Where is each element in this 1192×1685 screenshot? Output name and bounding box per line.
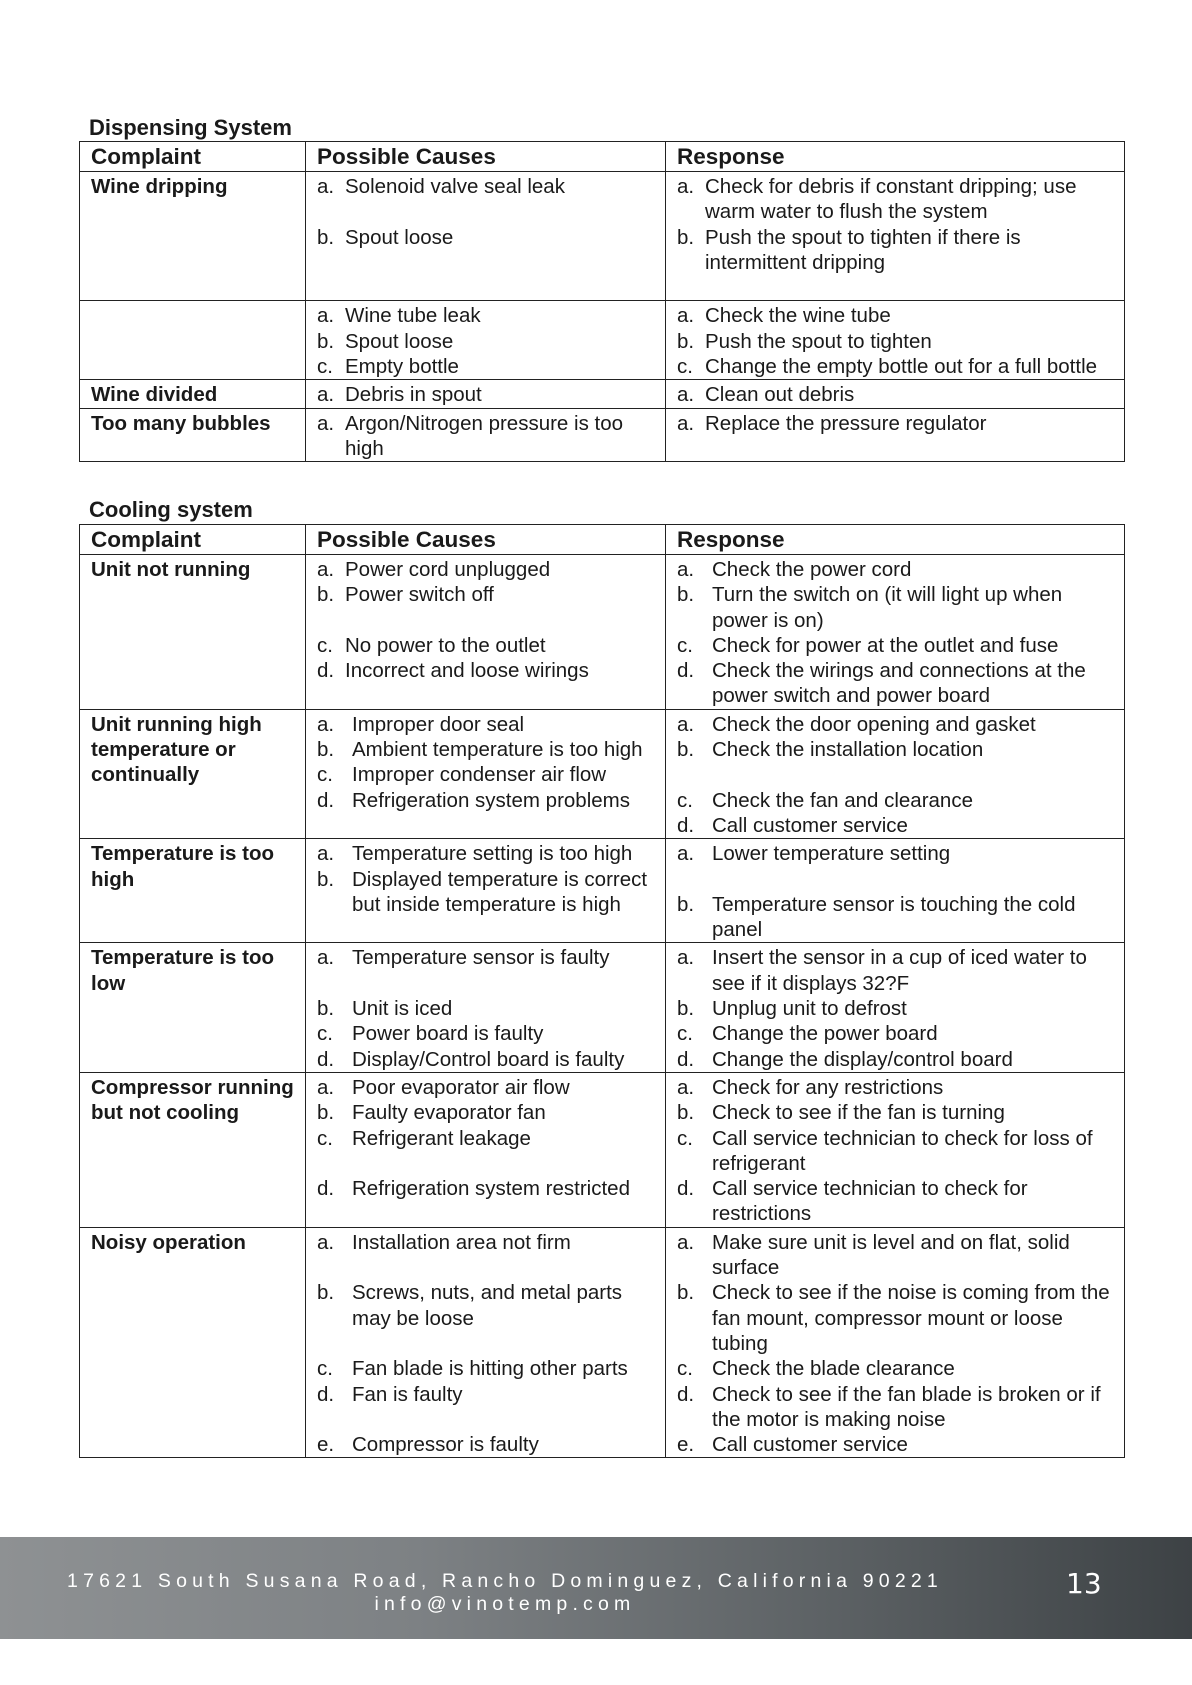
item-marker: c. <box>317 1357 333 1381</box>
item-text: Temperature sensor is touching the cold panel <box>712 892 1076 942</box>
item-text: Wine tube leak <box>345 304 481 328</box>
blank-line <box>317 1407 655 1432</box>
item-text: Push the spout to tighten if there is intermittent dripping <box>705 225 1021 274</box>
item-marker: a. <box>317 175 335 198</box>
item-marker: a. <box>317 304 335 328</box>
item-marker: a. <box>677 1075 695 1099</box>
item-marker: b. <box>677 225 695 249</box>
response-item <box>677 1126 1114 1177</box>
response-item <box>677 1382 1114 1433</box>
response-item <box>677 1432 1114 1457</box>
item-text: Call service technician to check for restrictions <box>712 1177 1028 1226</box>
cooling-section-title: Cooling system <box>89 497 253 522</box>
item-text: Display/Control board is faulty <box>352 1047 625 1071</box>
response-item <box>677 658 1114 709</box>
table-row <box>80 709 1125 838</box>
cause-item <box>317 1356 655 1381</box>
item-marker: b. <box>677 583 695 607</box>
page-number: 13 <box>1066 1567 1102 1600</box>
cause-item <box>317 1021 655 1046</box>
response-item <box>677 633 1114 658</box>
item-text: Power board is faulty <box>352 1022 544 1046</box>
item-marker: d. <box>677 1382 695 1406</box>
response-cell <box>666 943 1125 1072</box>
item-text: No power to the outlet <box>345 633 546 657</box>
item-text: Improper door seal <box>352 712 525 736</box>
response-item <box>677 1176 1114 1227</box>
possible-causes-cell <box>306 1072 666 1227</box>
cause-item <box>317 712 655 737</box>
response-item <box>677 892 1114 943</box>
response-item <box>677 1100 1114 1125</box>
item-marker: c. <box>317 1126 333 1150</box>
item-marker: c. <box>677 633 693 657</box>
item-text: Refrigerant leakage <box>352 1126 531 1150</box>
item-marker: b. <box>317 867 335 891</box>
item-text: Push the spout to tighten <box>705 329 932 353</box>
item-text: Solenoid valve seal leak <box>345 175 565 198</box>
response-item <box>677 557 1114 582</box>
response-item <box>677 712 1114 737</box>
item-text: Check to see if the noise is coming from the fan mount, compressor mount or loose tubing <box>712 1281 1110 1355</box>
table-row <box>80 555 1125 710</box>
item-marker: a. <box>317 842 335 866</box>
item-marker: c. <box>677 1022 693 1046</box>
response-item <box>677 411 1114 436</box>
item-marker: a. <box>677 946 695 970</box>
item-text: Unit is iced <box>352 997 453 1021</box>
item-marker: a. <box>317 558 335 581</box>
item-text: Check to see if the fan is turning <box>712 1101 1005 1125</box>
blank-line <box>677 275 1114 300</box>
item-text: Empty bottle <box>345 355 459 379</box>
item-marker: a. <box>677 304 695 328</box>
item-marker: b. <box>317 583 335 607</box>
item-marker: b. <box>677 1281 695 1305</box>
response-item <box>677 354 1114 379</box>
item-marker: c. <box>317 355 333 379</box>
item-marker: b. <box>317 329 335 353</box>
item-text: Fan is faulty <box>352 1382 463 1406</box>
table-row <box>80 408 1125 462</box>
item-marker: d. <box>677 813 695 837</box>
dispensing-section-title: Dispensing System <box>89 115 292 140</box>
table-row <box>80 301 1125 380</box>
item-marker: b. <box>677 738 695 762</box>
item-marker: a. <box>677 175 695 198</box>
item-marker: c. <box>677 1357 693 1381</box>
item-text: Check to see if the fan blade is broken or if the motor is making noise <box>712 1382 1101 1431</box>
complaint-cell: Temperature is too low <box>80 943 306 1072</box>
blank-line <box>317 199 655 224</box>
complaint-cell: Wine divided <box>80 380 306 408</box>
table-row <box>80 172 1125 301</box>
item-text: Displayed temperature is correct but inside temperature is high <box>352 867 648 916</box>
possible-causes-cell <box>306 709 666 838</box>
item-marker: e. <box>677 1433 695 1457</box>
item-text: Installation area not firm <box>352 1230 571 1254</box>
response-item <box>677 1047 1114 1072</box>
response-cell <box>666 172 1125 301</box>
item-text: Turn the switch on (it will light up when power is on) <box>712 583 1063 632</box>
response-cell <box>666 709 1125 838</box>
item-text: Spout loose <box>345 329 454 353</box>
item-text: Insert the sensor in a cup of iced water to see if it displays 32?F <box>712 946 1087 995</box>
blank-line <box>677 762 1114 787</box>
item-marker: c. <box>677 1126 693 1150</box>
item-text: Check for power at the outlet and fuse <box>712 633 1059 657</box>
item-marker: a. <box>317 411 335 435</box>
item-text: Replace the pressure regulator <box>705 411 987 435</box>
item-marker: b. <box>317 1101 335 1125</box>
response-item <box>677 582 1114 633</box>
item-text: Fan blade is hitting other parts <box>352 1357 628 1381</box>
response-item <box>677 1075 1114 1100</box>
item-text: Clean out debris <box>705 383 855 407</box>
complaint-cell <box>80 301 306 380</box>
item-marker: a. <box>677 1230 695 1254</box>
cause-item <box>317 1100 655 1125</box>
response-item <box>677 329 1114 354</box>
possible-causes-cell <box>306 555 666 710</box>
response-item <box>677 382 1114 407</box>
item-text: Call customer service <box>712 1433 908 1457</box>
table-row <box>80 943 1125 1072</box>
table-header-row <box>80 525 1125 555</box>
possible-causes-cell <box>306 839 666 943</box>
cause-item <box>317 945 655 970</box>
table-header-row <box>80 142 1125 172</box>
item-marker: a. <box>677 411 695 435</box>
cause-item <box>317 557 655 582</box>
item-marker: a. <box>677 383 695 407</box>
cause-item <box>317 1432 655 1457</box>
item-marker: b. <box>317 738 335 762</box>
dispensing-troubleshooting-table <box>79 141 1125 462</box>
blank-line <box>317 1331 655 1356</box>
cause-item <box>317 633 655 658</box>
cause-item <box>317 867 655 918</box>
blank-line <box>317 1255 655 1280</box>
response-cell <box>666 839 1125 943</box>
response-cell <box>666 1227 1125 1458</box>
item-marker: b. <box>677 997 695 1021</box>
response-item <box>677 1356 1114 1381</box>
possible-causes-cell <box>306 943 666 1072</box>
possible-causes-cell <box>306 301 666 380</box>
cause-item <box>317 1230 655 1255</box>
response-cell <box>666 1072 1125 1227</box>
complaint-cell: Unit not running <box>80 555 306 710</box>
footer-address: 17621 South Susana Road, Rancho Dominguez, California 90221 <box>67 1570 943 1592</box>
item-text: Poor evaporator air flow <box>352 1075 570 1099</box>
item-marker: d. <box>317 788 335 812</box>
item-marker: a. <box>317 383 335 407</box>
item-marker: b. <box>317 225 335 249</box>
item-marker: d. <box>317 1177 335 1201</box>
cause-item <box>317 658 655 683</box>
item-text: Screws, nuts, and metal parts may be loose <box>352 1281 623 1330</box>
cooling-table-body <box>80 555 1125 1458</box>
item-marker: d. <box>317 1047 335 1071</box>
table-row <box>80 839 1125 943</box>
item-marker: d. <box>677 1047 695 1071</box>
dispensing-table-body <box>80 172 1125 462</box>
blank-line <box>317 1151 655 1176</box>
cause-item <box>317 1126 655 1151</box>
item-text: Compressor is faulty <box>352 1433 539 1457</box>
item-text: Check the blade clearance <box>712 1357 955 1381</box>
item-text: Check the fan and clearance <box>712 788 973 812</box>
cause-item <box>317 411 655 462</box>
cause-item <box>317 1280 655 1331</box>
response-cell <box>666 380 1125 408</box>
item-text: Make sure unit is level and on flat, solid surface <box>712 1230 1070 1280</box>
response-item <box>677 1280 1114 1356</box>
item-marker: e. <box>317 1433 335 1457</box>
response-item <box>677 788 1114 813</box>
table-row <box>80 380 1125 408</box>
item-text: Check the wirings and connections at the power switch and power board <box>712 659 1086 708</box>
item-text: Improper condenser air flow <box>352 763 607 787</box>
response-item <box>677 996 1114 1021</box>
item-text: Faulty evaporator fan <box>352 1101 546 1125</box>
item-text: Temperature sensor is faulty <box>352 946 610 970</box>
footer-email: info@vinotemp.com <box>374 1593 636 1615</box>
item-marker: d. <box>677 1177 695 1201</box>
item-marker: b. <box>317 1281 335 1305</box>
item-text: Lower temperature setting <box>712 842 951 866</box>
header-possible-causes: Possible Causes <box>306 142 666 172</box>
blank-line <box>317 971 655 996</box>
item-text: Check for any restrictions <box>712 1075 944 1099</box>
item-text: Incorrect and loose wirings <box>345 659 589 683</box>
possible-causes-cell <box>306 408 666 462</box>
cause-item <box>317 225 655 250</box>
blank-line <box>317 608 655 633</box>
response-item <box>677 174 1114 225</box>
cause-item <box>317 841 655 866</box>
item-text: Spout loose <box>345 225 454 249</box>
response-item <box>677 841 1114 866</box>
cause-item <box>317 329 655 354</box>
response-item <box>677 945 1114 996</box>
item-text: Refrigeration system restricted <box>352 1177 630 1201</box>
table-row <box>80 1227 1125 1458</box>
item-marker: b. <box>317 997 335 1021</box>
item-marker: d. <box>317 659 335 683</box>
item-marker: c. <box>677 788 693 812</box>
response-item <box>677 225 1114 276</box>
cause-item <box>317 582 655 607</box>
item-text: Change the empty bottle out for a full bottle <box>705 355 1098 379</box>
item-text: Ambient temperature is too high <box>352 738 643 762</box>
cause-item <box>317 1047 655 1072</box>
item-marker: c. <box>317 763 333 787</box>
blank-line <box>677 867 1114 892</box>
item-marker: c. <box>677 355 693 379</box>
response-item <box>677 813 1114 838</box>
possible-causes-cell <box>306 172 666 301</box>
response-item <box>677 1021 1114 1046</box>
item-text: Debris in spout <box>345 383 482 407</box>
complaint-cell: Temperature is too high <box>80 839 306 943</box>
item-text: Check for debris if constant dripping; use warm water to flush the system <box>705 175 1077 224</box>
possible-causes-cell <box>306 1227 666 1458</box>
cause-item <box>317 174 655 199</box>
cause-item <box>317 1382 655 1407</box>
header-complaint: Complaint <box>80 142 306 172</box>
item-marker: a. <box>677 842 695 866</box>
item-text: Check the power cord <box>712 558 912 581</box>
item-marker: b. <box>677 329 695 353</box>
item-text: Unplug unit to defrost <box>712 997 907 1021</box>
item-text: Change the display/control board <box>712 1047 1013 1071</box>
response-cell <box>666 555 1125 710</box>
item-marker: d. <box>677 659 695 683</box>
item-text: Argon/Nitrogen pressure is too high <box>345 411 624 460</box>
cause-item <box>317 996 655 1021</box>
response-cell <box>666 301 1125 380</box>
cause-item <box>317 1075 655 1100</box>
complaint-cell: Noisy operation <box>80 1227 306 1458</box>
header-response: Response <box>666 142 1125 172</box>
complaint-cell: Too many bubbles <box>80 408 306 462</box>
cause-item <box>317 303 655 328</box>
item-text: Temperature setting is too high <box>352 842 633 866</box>
cause-item <box>317 382 655 407</box>
item-text: Call customer service <box>712 813 908 837</box>
item-marker: a. <box>677 712 695 736</box>
cause-item <box>317 1176 655 1201</box>
header-possible-causes: Possible Causes <box>306 525 666 555</box>
item-marker: a. <box>317 1075 335 1099</box>
item-text: Power switch off <box>345 583 494 607</box>
item-marker: c. <box>317 633 333 657</box>
header-complaint: Complaint <box>80 525 306 555</box>
item-text: Check the installation location <box>712 738 984 762</box>
page-footer <box>0 1537 1192 1639</box>
complaint-cell: Compressor running but not cooling <box>80 1072 306 1227</box>
item-text: Power cord unplugged <box>345 558 551 581</box>
response-cell <box>666 408 1125 462</box>
table-row <box>80 1072 1125 1227</box>
item-text: Check the wine tube <box>705 304 891 328</box>
possible-causes-cell <box>306 380 666 408</box>
item-text: Change the power board <box>712 1022 938 1046</box>
complaint-cell: Wine dripping <box>80 172 306 301</box>
cause-item <box>317 354 655 379</box>
complaint-cell: Unit running high temperature or continually <box>80 709 306 838</box>
item-marker: b. <box>677 892 695 916</box>
response-item <box>677 1230 1114 1281</box>
item-marker: a. <box>317 1230 335 1254</box>
header-response: Response <box>666 525 1125 555</box>
response-item <box>677 737 1114 762</box>
item-marker: a. <box>677 558 695 581</box>
response-item <box>677 303 1114 328</box>
item-marker: d. <box>317 1382 335 1406</box>
item-marker: a. <box>317 946 335 970</box>
cooling-troubleshooting-table <box>79 524 1125 1458</box>
item-marker: c. <box>317 1022 333 1046</box>
cause-item <box>317 762 655 787</box>
cause-item <box>317 788 655 813</box>
item-text: Refrigeration system problems <box>352 788 630 812</box>
cause-item <box>317 737 655 762</box>
item-marker: b. <box>677 1101 695 1125</box>
item-marker: a. <box>317 712 335 736</box>
item-text: Check the door opening and gasket <box>712 712 1036 736</box>
item-text: Call service technician to check for loss of refrigerant <box>712 1126 1093 1175</box>
